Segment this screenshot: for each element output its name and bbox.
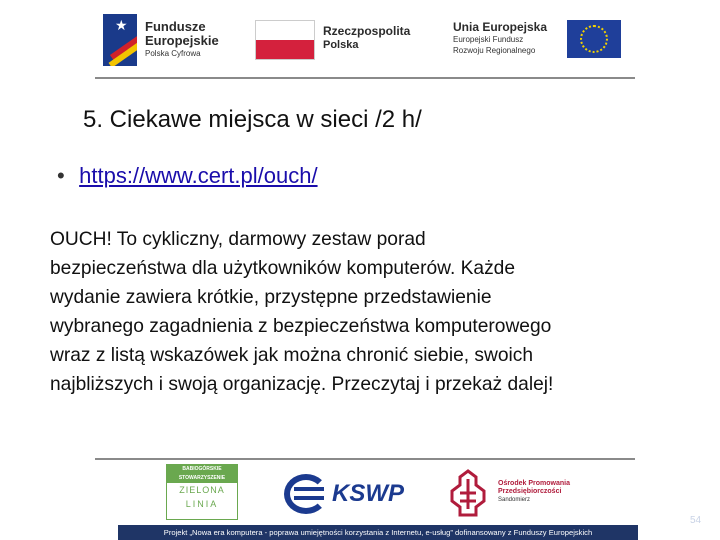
page-number: 54 [690, 515, 702, 526]
zielona-linia-bot: LINIA [185, 499, 219, 509]
zielona-linia-logo [166, 464, 238, 520]
zielona-linia-top: BABIOGÓRSKIE STOWARZYSZENIE [167, 465, 237, 483]
cert-ouch-link[interactable]: https://www.cert.pl/ouch/ [79, 163, 318, 188]
fundusze-line1: Fundusze [145, 19, 206, 34]
euro-sign-icon [284, 474, 328, 514]
body-line: wydanie zawiera krótkie, przystępne przedstawienie [50, 287, 492, 308]
top-divider [95, 77, 635, 79]
rzeczpospolita-logo [255, 18, 435, 66]
body-paragraph [50, 225, 670, 399]
body-line: najbliższych i swoją organizację. Przeczytaj i przekaż dalej! [50, 374, 554, 395]
body-line: wraz z listą wskazówek jak można chronić siebie, swoich [50, 345, 534, 366]
zielona-linia-mid: ZIELONA [179, 485, 225, 495]
opp-line1: Ośrodek Promowania [498, 480, 570, 487]
fundusze-europejskie-logo [103, 14, 243, 70]
unia-line1: Unia Europejska [453, 20, 548, 34]
body-line: OUCH! To cykliczny, darmowy zestaw porad [50, 229, 426, 250]
unia-line2: Europejski Fundusz [453, 35, 524, 44]
bullet-item [57, 163, 318, 189]
unia-europejska-logo [453, 16, 633, 68]
body-line: wybranego zagadnienia z bezpieczeństwa komputerowego [50, 316, 552, 337]
fundusze-line3: Polska Cyfrowa [145, 49, 201, 58]
kswp-logo [284, 472, 404, 514]
kswp-text: KSWP [332, 480, 404, 507]
unia-line3: Rozwoju Regionalnego [453, 46, 536, 55]
top-logo-bar [95, 8, 635, 76]
fundusze-line2: Europejskie [145, 33, 219, 48]
opp-emblem-icon [446, 468, 490, 518]
polish-flag-icon [255, 20, 315, 60]
eu-flag-icon [567, 20, 621, 58]
body-line: bezpieczeństwa dla użytkowników komputerów. Każde [50, 258, 516, 279]
opp-sandomierz-logo [446, 468, 576, 520]
rzeczpospolita-line2: Polska [323, 39, 359, 51]
rzeczpospolita-line1: Rzeczpospolita [323, 24, 411, 38]
slide-title: 5. Ciekawe miejsca w sieci /2 h/ [83, 106, 422, 133]
footer-bar: Projekt „Nowa era komputera - poprawa umiejętności korzystania z Internetu, e-usług” dofinansowany z Funduszy Europejskich [118, 525, 638, 540]
opp-line2: Przedsiębiorczości [498, 488, 562, 495]
bottom-divider [95, 458, 635, 460]
opp-line3: Sandomierz [498, 497, 531, 503]
bullet-icon: • [57, 163, 65, 188]
fundusze-emblem-icon: ★ [103, 14, 137, 66]
